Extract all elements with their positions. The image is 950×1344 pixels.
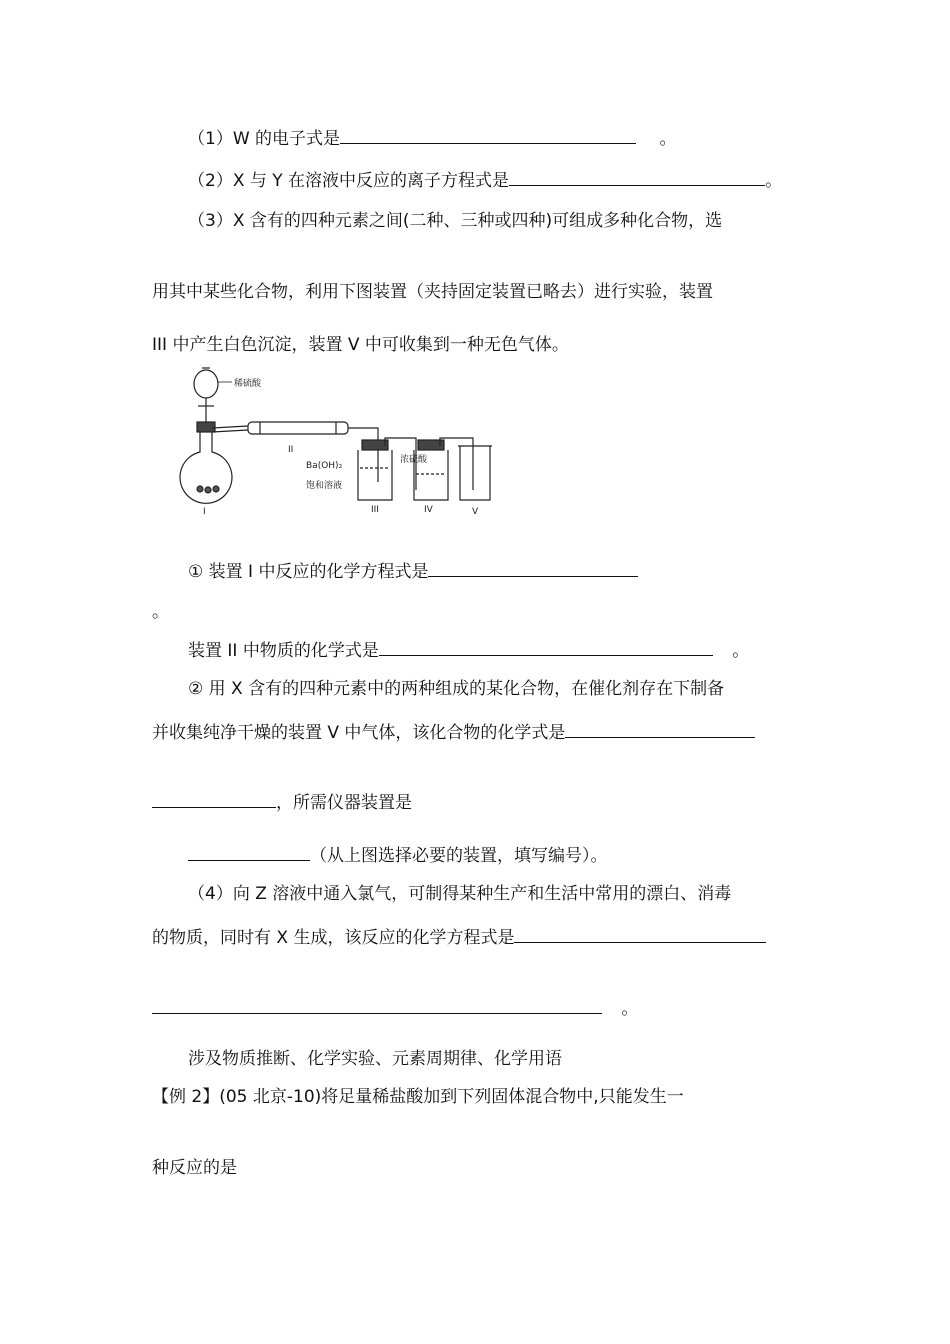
sub-question-2-line-4-text: （从上图选择必要的装置，填写编号）。 xyxy=(310,846,608,866)
sub-question-2-line-2 xyxy=(152,720,755,745)
bottle-iv xyxy=(414,438,473,500)
question-3-line-2: 用其中某些化合物，利用下图装置（夹持固定装置已略去）进行实验，装置 xyxy=(152,282,713,302)
sub-question-1-text: ① 装置 I 中反应的化学方程式是 xyxy=(188,562,429,582)
sub-question-1b-text: 装置 II 中物质的化学式是 xyxy=(188,641,379,661)
question-4-line-2 xyxy=(152,925,766,950)
label-iii: III xyxy=(371,505,379,515)
answer-blank-7[interactable] xyxy=(514,925,766,943)
answer-blank-6[interactable] xyxy=(188,843,310,861)
question-4-line-3 xyxy=(152,996,638,1021)
label-ii: II xyxy=(288,445,294,455)
answer-blank-1[interactable] xyxy=(340,126,636,144)
bottle-v xyxy=(458,446,492,500)
question-2-end: 。 xyxy=(765,171,783,191)
flask-i xyxy=(180,432,232,503)
sub-question-2-line-2-text: 并收集纯净干燥的装置 V 中气体，该化合物的化学式是 xyxy=(152,723,566,743)
question-1 xyxy=(188,126,676,151)
sub-question-2-line-3-text: ，所需仪器装置是 xyxy=(276,793,412,813)
question-3-line-1: （3）X 含有的四种元素之间(二种、三种或四种)可组成多种化合物，选 xyxy=(188,211,723,231)
question-4-end: 。 xyxy=(621,999,639,1019)
question-1-text: （1）W 的电子式是 xyxy=(188,129,341,149)
sub-question-2-line-1: ② 用 X 含有的四种元素中的两种组成的某化合物，在催化剂存在下制备 xyxy=(188,679,725,699)
sub-question-1-cont: 。 xyxy=(152,602,169,622)
apparatus-diagram xyxy=(178,362,508,520)
answer-blank-7-cont[interactable] xyxy=(152,996,602,1014)
example-2-line-2: 种反应的是 xyxy=(152,1158,237,1178)
label-conc-sulfuric-acid: 浓硫酸 xyxy=(400,455,428,465)
label-v: V xyxy=(472,507,479,517)
answer-blank-5[interactable] xyxy=(565,720,755,738)
question-1-end: 。 xyxy=(659,129,677,149)
sub-question-1b-end: 。 xyxy=(732,641,750,661)
example-2-line-1: 【例 2】(05 北京-10)将足量稀盐酸加到下列固体混合物中,只能发生一 xyxy=(152,1087,684,1107)
label-dilute-sulfuric-acid: 稀硫酸 xyxy=(234,379,262,389)
sub-question-2-line-4 xyxy=(188,843,608,868)
label-saturated-solution: 饱和溶液 xyxy=(306,481,343,491)
separatory-funnel xyxy=(194,368,232,424)
answer-blank-5-cont[interactable] xyxy=(152,790,276,808)
question-3-line-3: III 中产生白色沉淀，装置 V 中可收集到一种无色气体。 xyxy=(152,335,569,355)
label-iv: IV xyxy=(424,505,433,515)
sub-question-1 xyxy=(188,559,638,584)
label-baoh2: Ba(OH)₂ xyxy=(306,461,343,471)
answer-blank-3[interactable] xyxy=(428,559,638,577)
answer-blank-4[interactable] xyxy=(379,638,713,656)
question-4-line-1: （4）向 Z 溶液中通入氯气，可制得某种生产和生活中常用的漂白、消毒 xyxy=(188,884,732,904)
tube-ii xyxy=(248,422,348,434)
sub-question-1b xyxy=(188,638,749,663)
label-i: I xyxy=(203,507,206,517)
sub-question-2-line-3 xyxy=(152,790,412,815)
question-2-text: （2）X 与 Y 在溶液中反应的离子方程式是 xyxy=(188,171,510,191)
question-4-line-2-text: 的物质，同时有 X 生成，该反应的化学方程式是 xyxy=(152,928,515,948)
topics-note: 涉及物质推断、化学实验、元素周期律、化学用语 xyxy=(188,1049,562,1069)
question-2 xyxy=(188,168,782,193)
answer-blank-2[interactable] xyxy=(509,168,765,186)
bottle-iii xyxy=(358,438,416,500)
